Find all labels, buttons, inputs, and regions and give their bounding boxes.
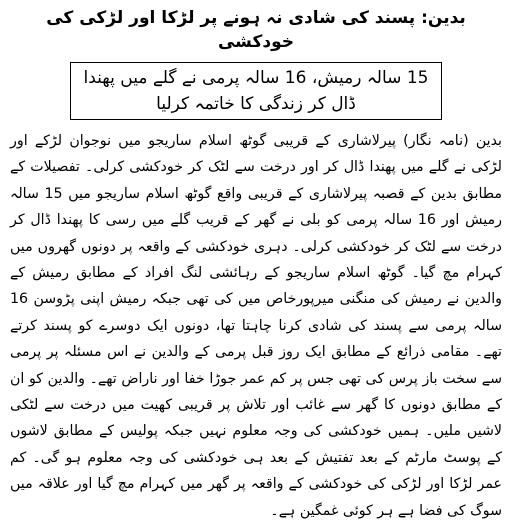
article-subheadline: 15 سالہ رمیش، 16 سالہ پرمی نے گلے میں پھندا ڈال کر زندگی کا خاتمہ کرلیا xyxy=(70,62,442,120)
article-body: بدین (نامہ نگار) پیرلاشاری کے قریبی گوٹھ اسلام ساریجو میں نوجوان لڑکے اور لڑکی نے گلے میں پھندا ڈال کر اور درخت سے لٹک کر خودکشی کرلی۔ تفصیلات کے مطابق بدین کے قصبہ پیرلاشاری کے قریبی واقع گوٹھ اسلام ساریجو میں 15 سالہ رمیش اور 16 سالہ پرمی کو بلی نے گھر کے قریب گلے میں رسی کا پھندا ڈال کر درخت سے لٹک کر خودکشی کرلی۔ دہری خودکشی کے واقعہ پر دونوں گھروں میں کہرام مچ گیا۔ گوٹھ اسلام ساریجو کے رہائشی لنگ افراد کے مطابق رمیش کے والدین نے رمیش کی منگنی میرپورخاص میں کی تھی جبکہ رمیش اپنی پڑوسن 16 سالہ پرمی سے پسند کی شادی کرنا چاہتا تھا، دونوں ایک دوسرے کو پسند کرتے تھے۔ مقامی ذرائع کے مطابق ایک روز قبل پرمی کے والدین نے اس مسئلہ پر پرمی سے سخت باز پرس کی تھی جس پر کم عمر جوڑا خفا اور ناراض تھے۔ والدین کو ان کے مطابق دونوں کا گھر سے غائب اور تلاش پر قریبی کھیت میں درخت سے لٹکی لاشیں ملیں۔ ہمیں خودکشی کی وجہ معلوم نہیں جبکہ پولیس کے مطابق لاشوں کے پوسٹ مارٹم کے بعد تفتیش کے بعد ہی خودکشی کی وجہ معلوم ہو گی۔ کم عمر لڑکا اور لڑکی کی خودکشی کے واقعہ پر گھر میں کہرام مچ گیا اور علاقہ میں سوگ کی فضا ہے ہر کوئی غمگین ہے۔ xyxy=(10,133,502,519)
article-headline: بدین: پسند کی شادی نہ ہونے پر لڑکا اور لڑکی کی خودکشی xyxy=(46,8,466,52)
